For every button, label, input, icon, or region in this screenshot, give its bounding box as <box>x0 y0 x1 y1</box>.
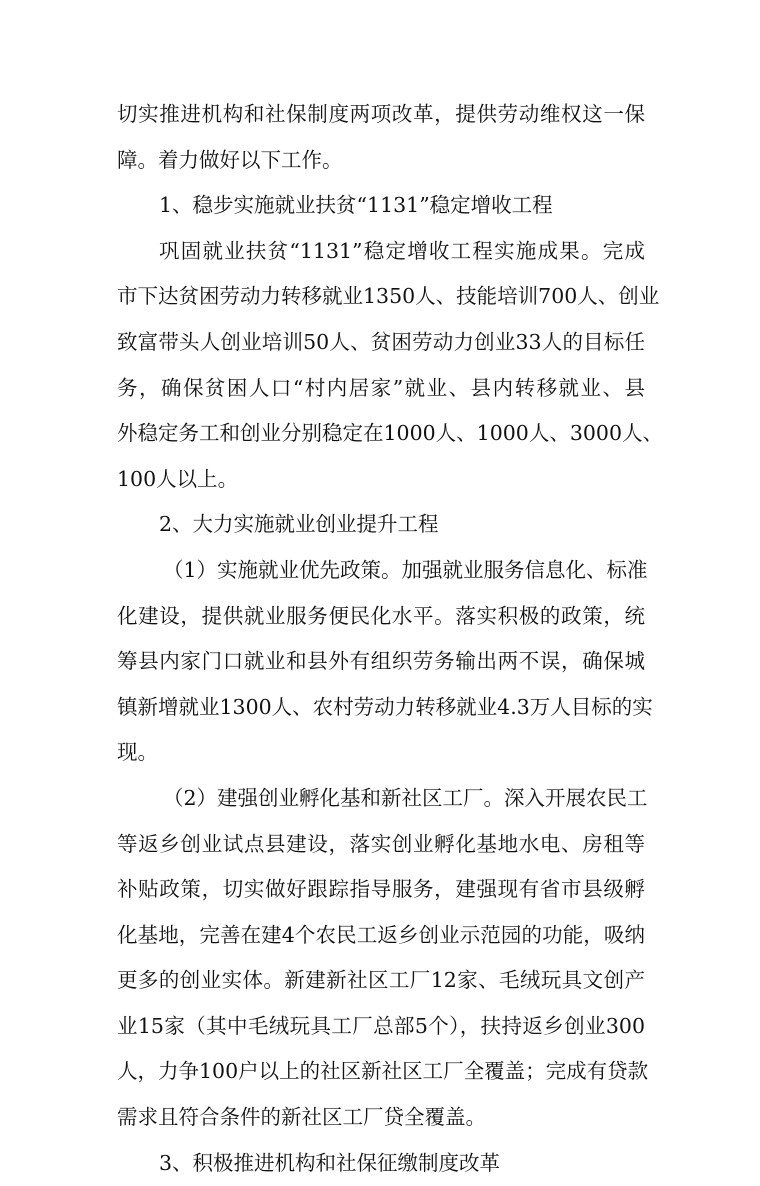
paragraph-line: 筹县内家门口就业和县外有组织劳务输出两不误，确保城 <box>117 649 645 674</box>
section-heading-3: 3、积极推进机构和社保征缴制度改革 <box>159 1150 501 1175</box>
paragraph-line: 更多的创业实体。新建新社区工厂12家、毛绒玩具文创产 <box>117 968 645 993</box>
paragraph-line: 务，确保贫困人口“村内居家”就业、县内转移就业、县 <box>117 375 645 400</box>
paragraph-line: 致富带头人创业培训50人、贫困劳动力创业33人的目标任 <box>117 329 645 354</box>
paragraph-line: 切实推进机构和社保制度两项改革，提供劳动维权这一保 <box>117 102 645 126</box>
paragraph-line: 补贴政策，切实做好跟踪指导服务，建强现有省市县级孵 <box>117 877 645 902</box>
paragraph-line: 需求且符合条件的新社区工厂贷全覆盖。 <box>117 1105 486 1130</box>
paragraph-line: 巩固就业扶贫“1131”稳定增收工程实施成果。完成 <box>159 238 645 263</box>
paragraph-line: 100人以上。 <box>117 466 239 491</box>
paragraph-line: （2）建强创业孵化基和新社区工厂。深入开展农民工 <box>163 785 648 810</box>
paragraph-line: 障。着力做好以下工作。 <box>117 147 343 172</box>
paragraph-line: 市下达贫困劳动力转移就业1350人、技能培训700人、创业 <box>117 284 660 309</box>
document-body <box>117 92 664 1186</box>
section-heading-2: 2、大力实施就业创业提升工程 <box>159 512 439 537</box>
paragraph-line: 化基地，完善在建4个农民工返乡创业示范园的功能，吸纳 <box>117 922 645 947</box>
paragraph-line: 镇新增就业1300人、农村劳动力转移就业4.3万人目标的实 <box>117 694 653 719</box>
paragraph-line: 人，力争100户以上的社区新社区工厂全覆盖；完成有贷款 <box>117 1059 649 1084</box>
paragraph-line: 等返乡创业试点县建设，落实创业孵化基地水电、房租等 <box>117 831 645 856</box>
paragraph-line: （1）实施就业优先政策。加强就业服务信息化、标准 <box>163 557 648 582</box>
paragraph-line: 现。 <box>117 740 158 765</box>
paragraph-line: 业15家（其中毛绒玩具工厂总部5个），扶持返乡创业300 <box>117 1013 645 1038</box>
paragraph-line: 外稳定务工和创业分别稳定在1000人、1000人、3000人、 <box>117 421 664 446</box>
paragraph-line: 化建设，提供就业服务便民化水平。落实积极的政策，统 <box>117 603 645 628</box>
section-heading-1: 1、稳步实施就业扶贫“1131”稳定增收工程 <box>159 193 553 218</box>
